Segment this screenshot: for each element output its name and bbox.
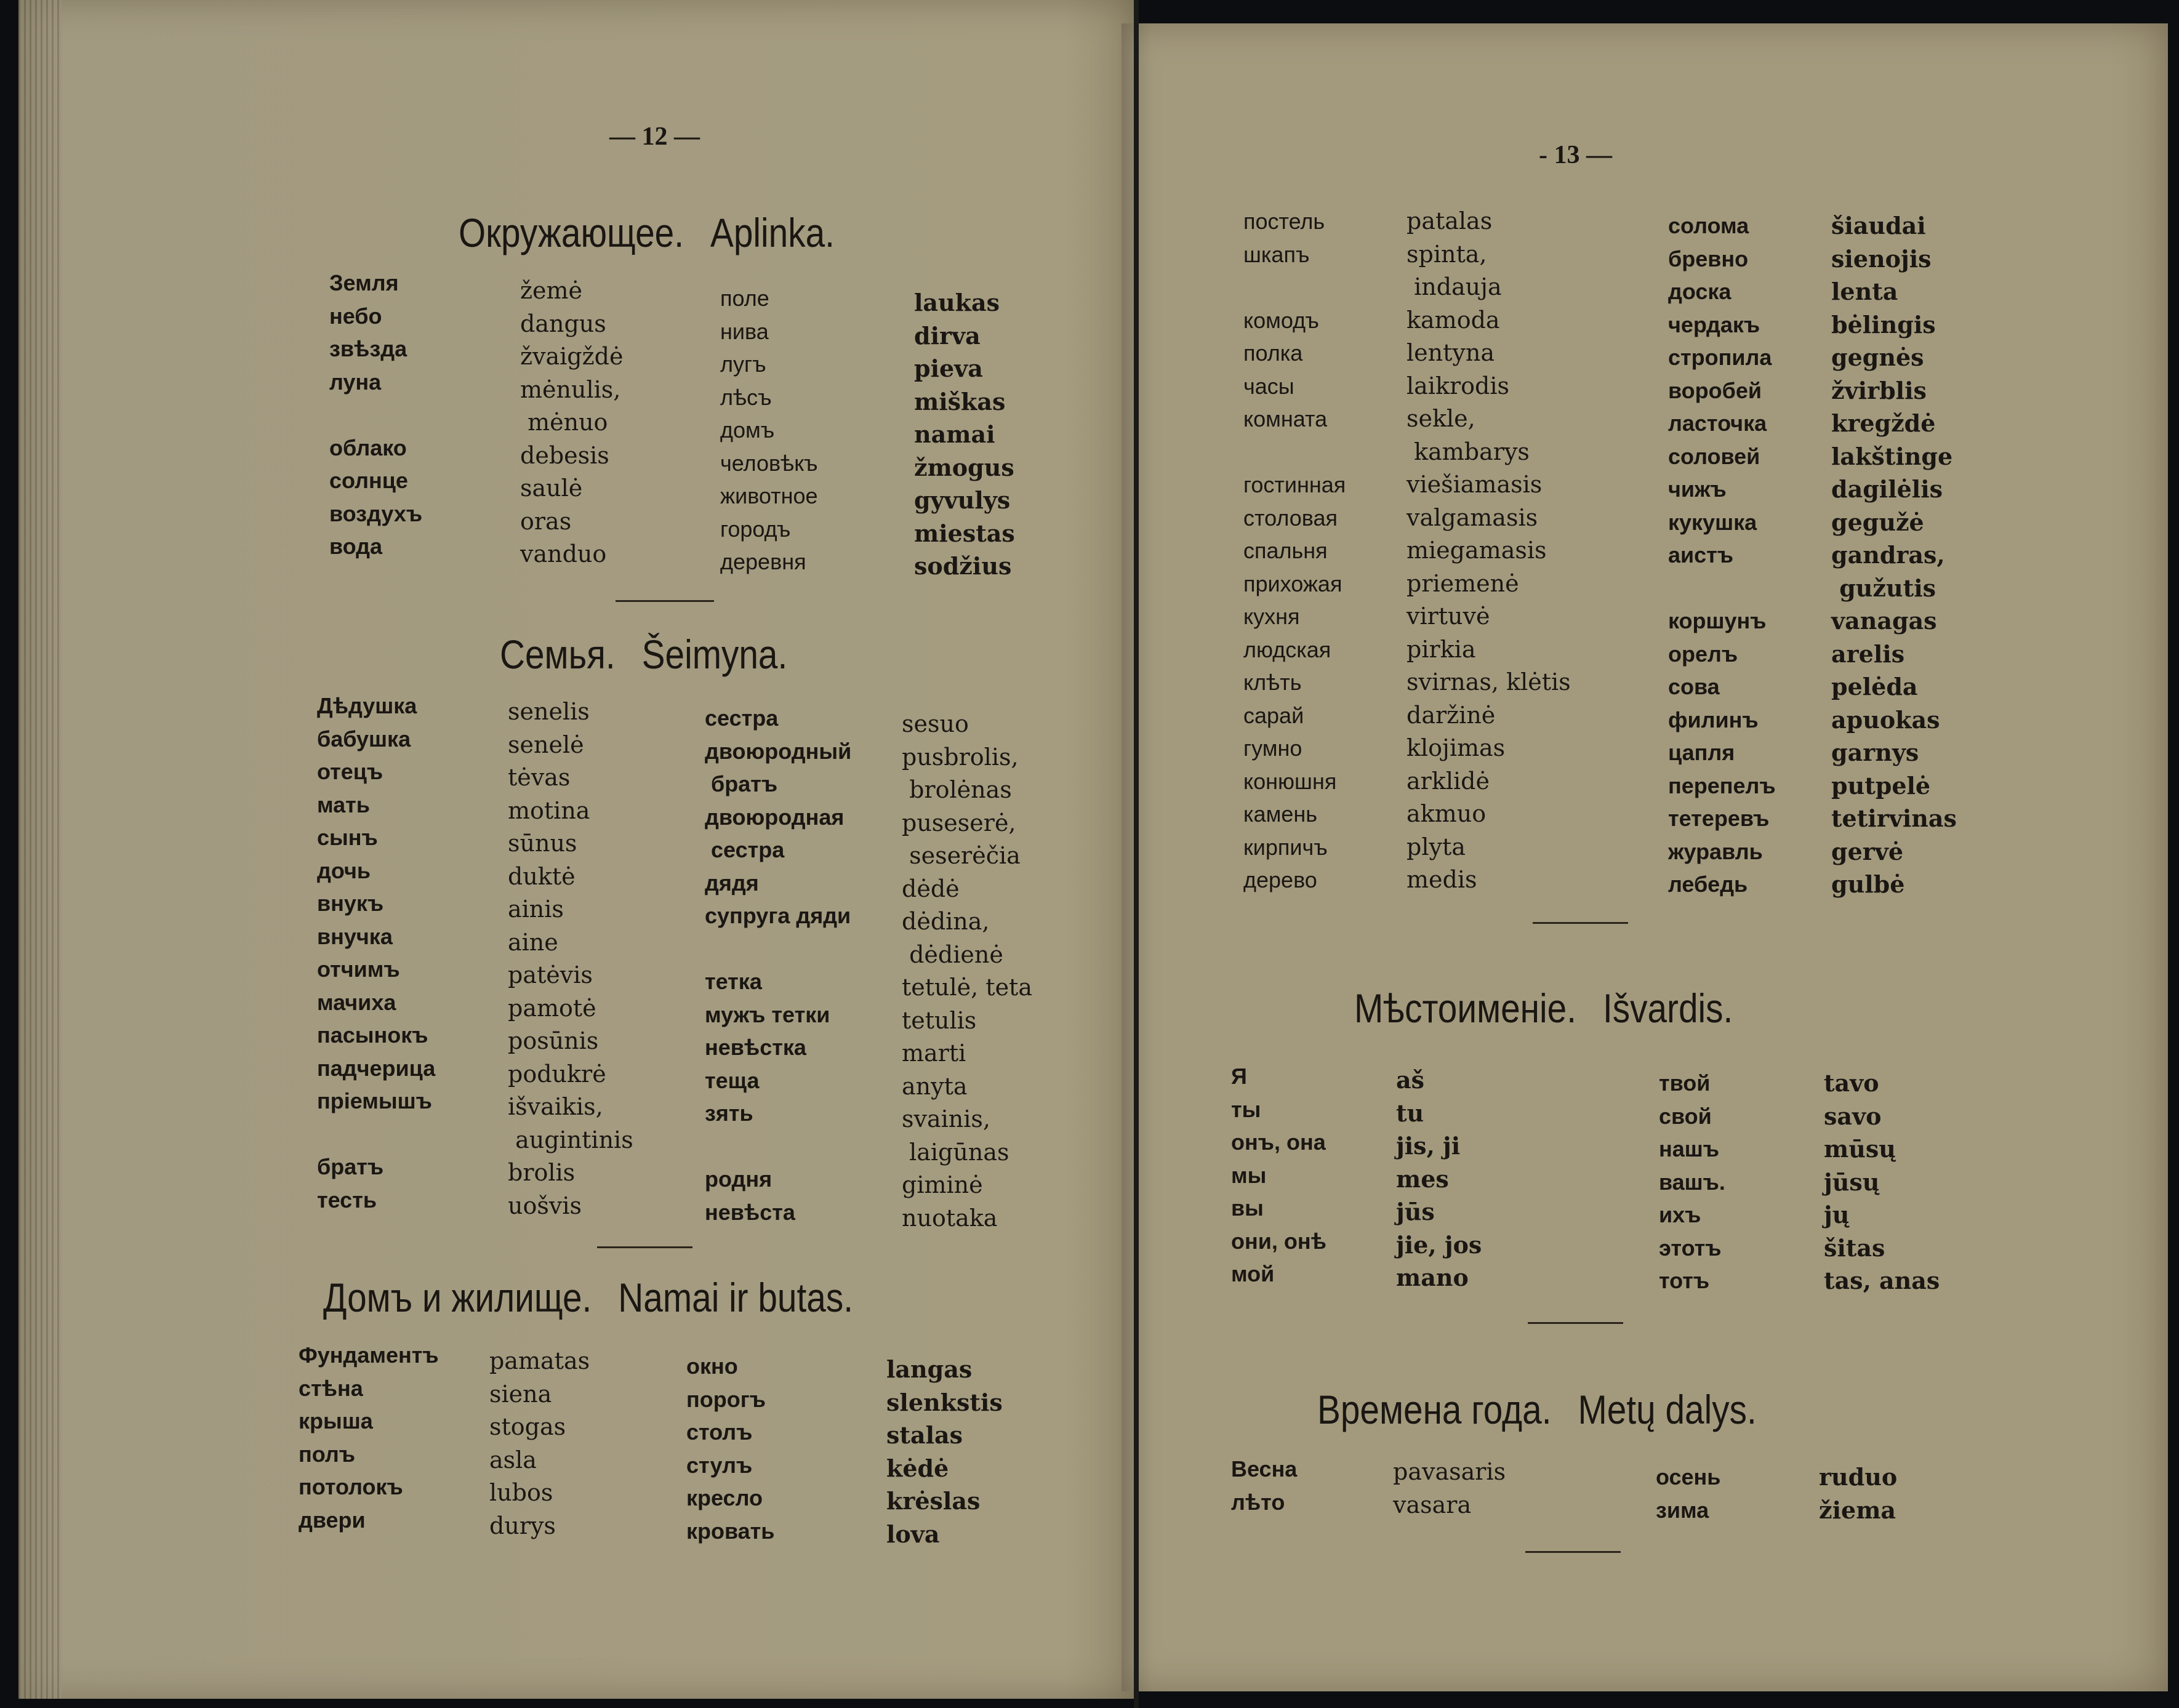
word-column — [1656, 1461, 1720, 1526]
word-entry: осень — [1656, 1464, 1721, 1489]
word-entry: братъ — [317, 1154, 384, 1179]
word-entry: vanduo — [520, 540, 607, 567]
word-entry: этотъ — [1659, 1235, 1722, 1261]
heading-ru: Времена года. — [1317, 1387, 1552, 1432]
word-entry: кухня — [1243, 604, 1300, 629]
word-entry: коршунъ — [1668, 608, 1767, 633]
word-entry: пріемышъ — [317, 1088, 432, 1113]
word-entry: пасынокъ — [317, 1022, 428, 1048]
word-entry: падчерица — [317, 1055, 436, 1081]
word-entry: твой — [1659, 1070, 1711, 1096]
word-column — [1396, 1064, 1482, 1294]
word-entry: они, онѣ — [1231, 1228, 1326, 1254]
word-entry: гумно — [1243, 736, 1302, 761]
word-column — [299, 1339, 439, 1536]
word-entry: dagilėlis — [1831, 475, 1943, 503]
word-entry: прихожая — [1243, 571, 1342, 596]
heading-lt: Metų dalys. — [1578, 1387, 1757, 1432]
word-entry: бабушка — [317, 726, 411, 752]
word-entry: чижъ — [1668, 476, 1727, 502]
word-entry: žiema — [1819, 1496, 1896, 1524]
word-entry: jis, ji — [1396, 1132, 1461, 1160]
heading-lt: Šeimyna. — [641, 631, 788, 677]
word-entry: durys — [489, 1512, 556, 1539]
word-entry: laikrodis — [1407, 372, 1510, 399]
word-entry: puseserė, — [902, 809, 1016, 836]
word-entry: чердакъ — [1668, 311, 1760, 337]
word-entry — [1668, 572, 1776, 605]
word-entry: aš — [1396, 1066, 1425, 1094]
word-entry: pusbrolis, — [902, 743, 1019, 771]
word-entry: valgamasis — [1407, 503, 1538, 531]
word-entry: внукъ — [317, 891, 384, 916]
word-entry: žvaigždė — [520, 343, 624, 370]
word-entry: seserėčia — [902, 842, 1021, 869]
word-entry: нашъ — [1659, 1136, 1720, 1161]
heading-lt: Namai ir butas. — [618, 1275, 853, 1320]
word-entry: pamotė — [508, 994, 596, 1022]
word-column — [329, 267, 422, 563]
word-entry: sodžius — [914, 552, 1012, 580]
word-entry: senelis — [508, 698, 590, 725]
word-entry: pirkia — [1407, 635, 1476, 663]
word-entry: spinta, — [1407, 240, 1487, 268]
word-entry: Земля — [329, 270, 399, 295]
word-entry: кресло — [686, 1485, 763, 1510]
word-entry: senelė — [508, 731, 584, 758]
section-divider — [1525, 1551, 1621, 1553]
word-entry: людская — [1243, 636, 1331, 662]
word-entry: лѣто — [1231, 1489, 1285, 1515]
word-column — [1407, 205, 1571, 897]
word-entry: филинъ — [1668, 707, 1759, 732]
word-entry: sūnus — [508, 830, 577, 857]
word-entry: patėvis — [508, 961, 593, 988]
word-entry: сестра — [705, 837, 785, 862]
word-entry: žmogus — [914, 453, 1014, 481]
word-entry: žemė — [520, 277, 583, 304]
word-entry: dėdienė — [902, 940, 1003, 968]
word-entry: облако — [329, 435, 407, 460]
word-entry: saulė — [520, 475, 583, 502]
word-entry: apuokas — [1831, 705, 1940, 734]
word-entry: kambarys — [1407, 438, 1530, 465]
word-column — [902, 708, 1032, 1235]
word-entry: звѣзда — [329, 336, 407, 361]
word-column — [1819, 1461, 1897, 1526]
word-entry: lenta — [1831, 278, 1898, 305]
word-entry: šiaudai — [1831, 212, 1926, 239]
word-entry: ainis — [508, 896, 564, 923]
word-entry: Дѣдушка — [317, 693, 417, 718]
word-entry: stalas — [886, 1421, 963, 1449]
word-entry: tetulė, teta — [902, 974, 1032, 1001]
word-entry: поле — [720, 286, 769, 311]
word-entry: двоюродный — [705, 738, 852, 764]
word-entry: постель — [1243, 209, 1325, 234]
word-entry: сынъ — [317, 825, 378, 850]
word-entry: lova — [886, 1520, 940, 1548]
word-entry: patalas — [1407, 207, 1493, 235]
word-entry: garnys — [1831, 739, 1919, 766]
word-entry: ихъ — [1659, 1202, 1701, 1227]
word-entry: вода — [329, 534, 383, 559]
word-entry: priemenė — [1407, 569, 1519, 597]
word-entry: городъ — [720, 516, 791, 542]
word-entry: mano — [1396, 1264, 1469, 1291]
word-column — [886, 1353, 1003, 1550]
word-entry — [1243, 436, 1346, 469]
word-entry: brolėnas — [902, 776, 1012, 803]
section-heading-seasons — [1317, 1386, 1757, 1433]
word-entry: miegamasis — [1407, 537, 1547, 564]
word-entry: asla — [489, 1446, 537, 1473]
word-column — [489, 1345, 590, 1542]
word-entry: krėslas — [886, 1487, 981, 1515]
word-entry: порогъ — [686, 1386, 766, 1412]
word-entry — [705, 1130, 851, 1163]
word-entry: потолокъ — [299, 1474, 403, 1499]
word-entry: Фундаментъ — [299, 1342, 439, 1368]
page-edge — [18, 0, 62, 1699]
word-entry: mėnulis, — [520, 375, 621, 403]
heading-ru: Мѣстоименіе. — [1354, 985, 1576, 1031]
word-entry: miestas — [914, 519, 1015, 547]
word-entry: вашъ. — [1659, 1169, 1725, 1195]
word-entry — [705, 932, 851, 966]
word-entry: тетеревъ — [1668, 806, 1770, 831]
word-entry: стулъ — [686, 1452, 753, 1478]
word-entry: крыша — [299, 1408, 373, 1433]
word-entry: pelėda — [1831, 673, 1918, 700]
word-entry: medis — [1407, 866, 1477, 893]
word-column — [1668, 209, 1776, 901]
word-entry: miškas — [914, 387, 1006, 415]
word-entry: зять — [705, 1101, 753, 1126]
word-entry: отецъ — [317, 759, 383, 784]
word-entry: uošvis — [508, 1192, 582, 1219]
word-entry: pamatas — [489, 1347, 590, 1374]
word-entry: kėdė — [886, 1454, 949, 1482]
word-entry: arelis — [1831, 639, 1905, 668]
word-entry: vanagas — [1831, 607, 1937, 635]
word-entry: savo — [1824, 1102, 1882, 1130]
word-entry: lubos — [489, 1479, 553, 1506]
word-entry: gegužė — [1831, 508, 1924, 536]
word-entry: bėlingis — [1831, 310, 1936, 339]
word-entry: svirnas, klėtis — [1407, 668, 1571, 696]
word-entry: окно — [686, 1353, 738, 1379]
word-entry: laukas — [914, 289, 1000, 316]
word-column — [508, 696, 633, 1222]
word-entry: stogas — [489, 1413, 566, 1440]
word-entry: dėdina, — [902, 908, 990, 935]
word-entry: oras — [520, 507, 572, 535]
word-entry: gegnės — [1831, 343, 1924, 371]
word-entry: часы — [1243, 373, 1294, 399]
word-entry: giminė — [902, 1171, 983, 1198]
word-entry: воробей — [1668, 377, 1762, 403]
word-entry: сова — [1668, 674, 1720, 699]
word-entry: невѣста — [705, 1199, 795, 1225]
word-entry: svainis, — [902, 1105, 990, 1133]
word-entry: gulbė — [1831, 870, 1905, 898]
word-entry: sienojis — [1831, 244, 1932, 273]
word-entry: jų — [1824, 1201, 1850, 1229]
heading-lt: Aplinka. — [710, 210, 835, 255]
word-entry: животное — [720, 483, 818, 508]
word-entry: išvaikis, — [508, 1093, 603, 1120]
word-entry: домъ — [720, 417, 775, 443]
word-entry: tėvas — [508, 764, 571, 791]
word-entry: slenkstis — [886, 1388, 1003, 1416]
word-entry: спальня — [1243, 538, 1328, 563]
word-entry: klojimas — [1407, 734, 1506, 761]
word-entry: гостинная — [1243, 472, 1346, 497]
word-entry: вы — [1231, 1195, 1264, 1221]
word-entry: мать — [317, 792, 370, 817]
word-entry: plyta — [1407, 833, 1466, 860]
word-entry: лѣсъ — [720, 384, 772, 410]
word-entry: arklidė — [1407, 767, 1490, 795]
word-entry: tu — [1396, 1099, 1424, 1127]
word-entry: тотъ — [1659, 1268, 1710, 1293]
book-gutter — [1134, 0, 1139, 1708]
word-entry: gužutis — [1831, 574, 1936, 602]
word-entry: siena — [489, 1380, 552, 1408]
word-entry: лебедь — [1668, 872, 1748, 897]
word-entry: kregždė — [1831, 409, 1936, 437]
word-column — [1231, 1453, 1297, 1518]
word-entry: дочь — [317, 857, 371, 883]
word-entry: лугъ — [720, 351, 766, 377]
word-entry: кукушка — [1668, 509, 1757, 535]
word-entry: anyta — [902, 1072, 968, 1100]
word-entry: журавль — [1668, 838, 1763, 864]
word-entry: duktė — [508, 862, 576, 890]
word-entry: солома — [1668, 213, 1749, 238]
heading-ru: Домъ и жилище. — [323, 1275, 592, 1320]
word-entry: ласточка — [1668, 411, 1767, 436]
word-entry: jūs — [1396, 1198, 1435, 1225]
word-entry — [1243, 271, 1346, 304]
word-entry: pieva — [914, 355, 983, 382]
word-entry: тетка — [705, 969, 762, 994]
word-entry: Весна — [1231, 1456, 1298, 1481]
word-entry: mūsų — [1824, 1135, 1896, 1163]
word-entry: солнце — [329, 468, 408, 493]
word-entry: nuotaka — [902, 1204, 998, 1232]
word-entry: конюшня — [1243, 768, 1337, 794]
word-entry: отчимъ — [317, 956, 400, 982]
heading-ru: Окружающее. — [459, 210, 684, 255]
word-entry: debesis — [520, 441, 609, 469]
word-entry: полка — [1243, 340, 1303, 366]
word-entry: podukrė — [508, 1060, 606, 1088]
word-entry — [329, 398, 422, 431]
word-entry: dangus — [520, 310, 606, 337]
word-column — [705, 702, 851, 1229]
word-entry: луна — [329, 369, 382, 395]
word-entry: мы — [1231, 1162, 1267, 1188]
word-entry: sesuo — [902, 710, 969, 737]
word-entry: столовая — [1243, 505, 1338, 531]
word-entry: dirva — [914, 321, 981, 350]
word-entry: mėnuo — [520, 409, 608, 436]
word-entry: tas, anas — [1824, 1267, 1940, 1294]
word-entry: virtuvė — [1407, 603, 1490, 630]
word-entry: цапля — [1668, 740, 1735, 765]
word-entry: gandras, — [1831, 541, 1945, 569]
word-entry: brolis — [508, 1159, 576, 1186]
word-entry: человѣкъ — [720, 450, 818, 476]
word-entry: žvirblis — [1831, 376, 1927, 404]
word-entry: kamoda — [1407, 306, 1500, 334]
word-column — [914, 286, 1015, 583]
word-entry: vasara — [1393, 1491, 1472, 1518]
word-entry: соловей — [1668, 443, 1760, 469]
word-entry: lakštinge — [1831, 442, 1953, 470]
word-entry: клѣть — [1243, 670, 1302, 695]
word-column — [1824, 1067, 1940, 1297]
word-entry: деревня — [720, 549, 806, 574]
word-entry: akmuo — [1407, 800, 1487, 827]
word-entry: двоюродная — [705, 804, 845, 830]
word-entry: tavo — [1824, 1069, 1879, 1097]
word-entry: tetirvinas — [1831, 804, 1957, 832]
word-entry: дядя — [705, 870, 759, 896]
word-entry: теща — [705, 1067, 760, 1093]
word-entry: супруга дяди — [705, 903, 851, 928]
word-entry: pavasaris — [1393, 1458, 1506, 1485]
word-entry: зима — [1656, 1497, 1709, 1523]
word-entry: нива — [720, 318, 769, 344]
section-divider — [1528, 1322, 1623, 1324]
word-column — [520, 275, 623, 571]
word-entry: родня — [705, 1166, 772, 1192]
word-entry: Я — [1231, 1064, 1247, 1089]
word-entry: бревно — [1668, 246, 1749, 271]
section-divider — [597, 1246, 692, 1248]
word-entry: небо — [329, 303, 382, 329]
word-entry: братъ — [705, 771, 778, 796]
word-entry: mes — [1396, 1165, 1449, 1193]
section-heading-pronoun — [1354, 985, 1733, 1032]
word-entry: lentyna — [1407, 339, 1495, 366]
word-entry: полъ — [299, 1441, 355, 1467]
word-column — [1393, 1456, 1506, 1522]
word-entry — [317, 1118, 435, 1151]
word-column — [686, 1350, 774, 1547]
word-entry: свой — [1659, 1103, 1712, 1129]
word-entry: jie, jos — [1396, 1230, 1482, 1259]
word-entry: перепелъ — [1668, 772, 1776, 798]
heading-lt: Išvardis. — [1602, 985, 1733, 1031]
section-heading-family — [500, 631, 787, 678]
word-entry: indauja — [1407, 273, 1502, 300]
word-entry: motina — [508, 796, 590, 824]
word-entry: daržinė — [1407, 701, 1496, 729]
word-entry: posūnis — [508, 1027, 599, 1054]
word-entry: орелъ — [1668, 641, 1738, 667]
word-entry: камень — [1243, 801, 1317, 827]
word-entry: доска — [1668, 279, 1732, 304]
section-divider — [1533, 922, 1628, 924]
section-heading-house — [323, 1274, 853, 1321]
word-entry: сарай — [1243, 702, 1304, 728]
word-entry: шкапъ — [1243, 241, 1310, 267]
word-entry: šitas — [1824, 1233, 1885, 1262]
page-number-left: — 12 — — [609, 122, 700, 151]
word-entry: dėdė — [902, 875, 960, 902]
word-column — [720, 282, 818, 579]
word-entry: тесть — [317, 1187, 377, 1213]
word-entry: онъ, она — [1231, 1129, 1326, 1155]
word-entry: putpelė — [1831, 771, 1931, 800]
word-entry: aine — [508, 928, 558, 956]
word-entry: внучка — [317, 923, 393, 949]
word-column — [1659, 1067, 1725, 1297]
word-entry: кирпичъ — [1243, 834, 1328, 860]
word-entry: воздухъ — [329, 500, 423, 526]
word-entry: столъ — [686, 1419, 753, 1445]
word-column — [317, 689, 435, 1216]
word-entry: сестра — [705, 705, 779, 731]
word-entry: мужъ тетки — [705, 1001, 830, 1027]
word-entry: невѣстка — [705, 1035, 806, 1060]
word-entry: ruduo — [1819, 1463, 1898, 1491]
word-entry: gyvulys — [914, 486, 1011, 514]
word-entry: мачиха — [317, 989, 396, 1015]
word-entry: namai — [914, 420, 995, 448]
section-heading-surroundings — [459, 209, 835, 256]
word-entry: jūsų — [1824, 1168, 1880, 1196]
word-column — [1243, 205, 1346, 897]
word-entry: viešiamasis — [1407, 471, 1543, 498]
heading-ru: Семья. — [500, 631, 616, 677]
word-column — [1231, 1060, 1326, 1291]
word-entry: gervė — [1831, 837, 1904, 865]
word-entry: sekle, — [1407, 405, 1475, 432]
section-divider — [616, 600, 714, 602]
word-entry: laigūnas — [902, 1138, 1009, 1166]
word-entry: дерево — [1243, 867, 1317, 892]
word-entry: ты — [1231, 1096, 1261, 1122]
word-entry: комната — [1243, 406, 1328, 431]
word-entry: мой — [1231, 1261, 1275, 1286]
word-entry: аистъ — [1668, 542, 1734, 567]
word-entry: augintinis — [508, 1126, 633, 1153]
word-entry: marti — [902, 1040, 966, 1067]
word-entry: стропила — [1668, 345, 1772, 370]
word-entry: tetulis — [902, 1006, 977, 1034]
page-number-right: - 13 — — [1539, 141, 1612, 169]
word-entry: двери — [299, 1507, 366, 1533]
word-entry: кровать — [686, 1518, 775, 1544]
word-entry: langas — [886, 1355, 973, 1383]
word-entry: стѣна — [299, 1375, 363, 1401]
word-column — [1831, 209, 1957, 901]
word-entry: комодъ — [1243, 307, 1319, 333]
